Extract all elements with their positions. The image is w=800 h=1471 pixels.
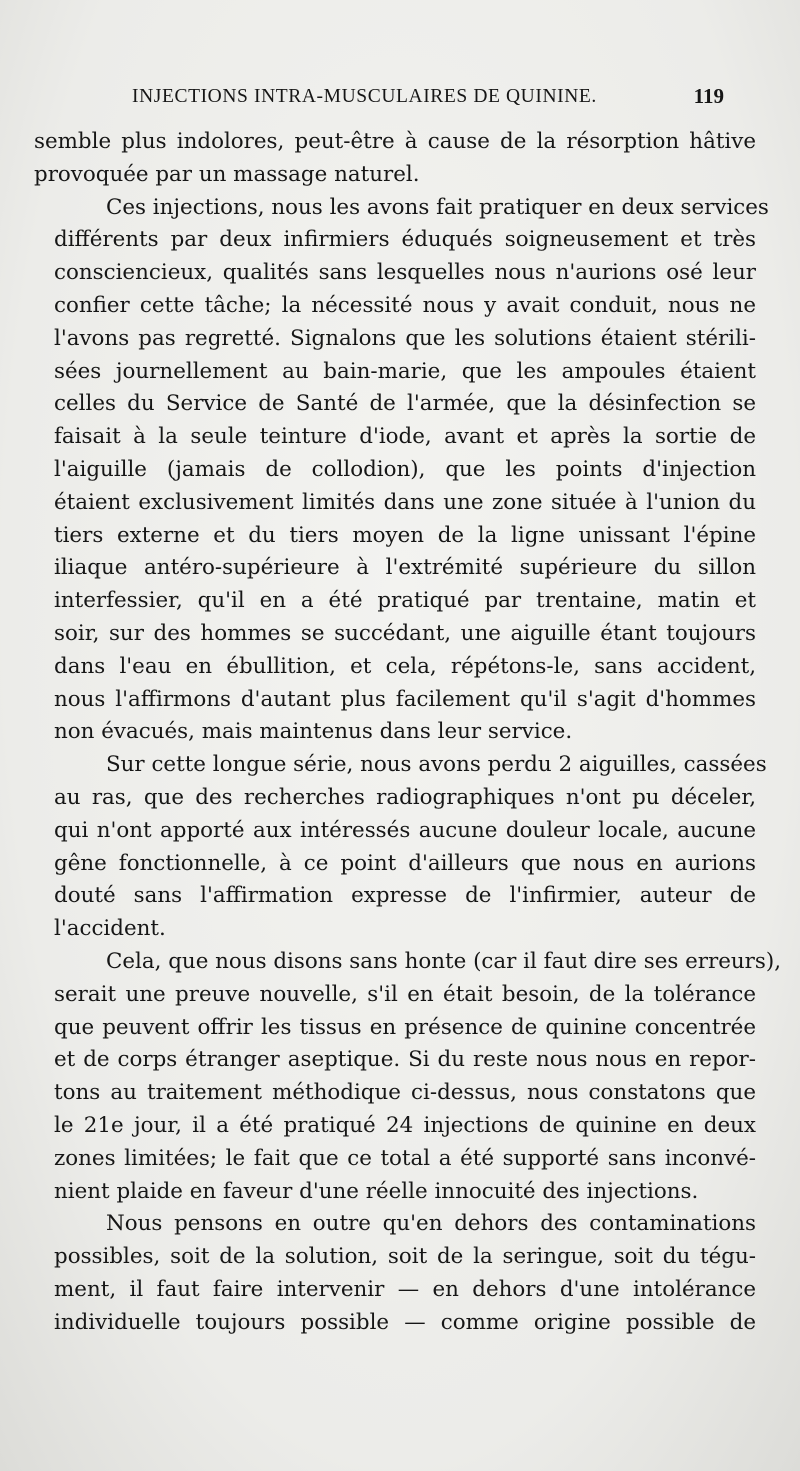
text-line: soir, sur des hommes se succédant, une aiguille étant toujours — [54, 620, 756, 646]
text-line: ment, il faut faire intervenir — en dehors d'une intolérance — [54, 1276, 756, 1302]
text-line: celles du Service de Santé de l'armée, que la désinfection se — [54, 391, 756, 417]
text-line: dans l'eau en ébullition, et cela, répétons-le, sans accident, — [54, 653, 756, 679]
text-line: tons au traitement méthodique ci-dessus, nous constatons que — [54, 1080, 756, 1106]
paragraph-4 — [34, 946, 782, 1208]
text-line: faisait à la seule teinture d'iode, avant et après la sortie de — [54, 424, 756, 450]
paragraph-2 — [34, 192, 769, 750]
paragraph-5 — [34, 1208, 756, 1339]
text-line: l'aiguille (jamais de collodion), que les points d'injection — [54, 456, 756, 482]
text-line: gêne fonctionnelle, à ce point d'ailleurs que nous en aurions — [54, 850, 756, 876]
text-line: Ces injections, nous les avons fait pratiquer en deux services — [106, 194, 769, 220]
paragraph-3 — [34, 749, 767, 946]
text-line: Nous pensons en outre qu'en dehors des contaminations — [106, 1211, 756, 1237]
text-line: qui n'ont apporté aux intéressés aucune douleur locale, aucune — [54, 817, 756, 843]
body-text — [34, 126, 782, 1339]
text-line: et de corps étranger aseptique. Si du reste nous nous en repor- — [54, 1047, 756, 1073]
text-line: zones limitées; le fait que ce total a été supporté sans inconvé- — [54, 1145, 756, 1171]
text-line: interfessier, qu'il en a été pratiqué par trentaine, matin et — [54, 588, 756, 614]
text-line: Sur cette longue série, nous avons perdu 2 aiguilles, cassées — [106, 752, 767, 778]
text-line: consciencieux, qualités sans lesquelles nous n'aurions osé leur — [54, 260, 756, 286]
text-line: serait une preuve nouvelle, s'il en était besoin, de la tolérance — [54, 981, 756, 1007]
text-line: nous l'affirmons d'autant plus facilement qu'il s'agit d'hommes — [54, 686, 756, 712]
text-line: le 21e jour, il a été pratiqué 24 injections de quinine en deux — [54, 1112, 756, 1138]
text-line: confier cette tâche; la nécessité nous y avait conduit, nous ne — [54, 292, 756, 318]
text-line: non évacués, mais maintenus dans leur service. — [54, 719, 573, 745]
text-line: nient plaide en faveur d'une réelle innocuité des injections. — [54, 1178, 699, 1204]
text-line: étaient exclusivement limités dans une zone située à l'union du — [54, 489, 756, 515]
paragraph-1 — [34, 126, 756, 192]
text-line: iliaque antéro-supérieure à l'extrémité supérieure du sillon — [54, 555, 756, 581]
text-line: Cela, que nous disons sans honte (car il faut dire ses erreurs), — [106, 948, 782, 974]
text-line: l'avons pas regretté. Signalons que les solutions étaient stérili- — [54, 325, 756, 351]
running-title: INJECTIONS INTRA-MUSCULAIRES DE QUININE. — [132, 86, 597, 107]
text-line: l'accident. — [54, 916, 166, 942]
text-line: sées journellement au bain-marie, que les ampoules étaient — [54, 358, 756, 384]
text-line: que peuvent offrir les tissus en présence de quinine concentrée — [54, 1014, 756, 1040]
page-header — [132, 86, 732, 116]
text-line: possibles, soit de la solution, soit de la seringue, soit du tégu- — [54, 1244, 756, 1270]
text-line: semble plus indolores, peut-être à cause de la résorption hâtive — [34, 129, 756, 154]
text-line: tiers externe et du tiers moyen de la ligne unissant l'épine — [54, 522, 756, 548]
text-line: provoquée par un massage naturel. — [34, 161, 420, 187]
page-number: 119 — [693, 84, 724, 108]
text-line: individuelle toujours possible — comme origine possible de — [54, 1309, 756, 1335]
text-line: différents par deux infirmiers éduqués soigneusement et très — [54, 227, 756, 253]
text-line: douté sans l'affirmation expresse de l'infirmier, auteur de — [54, 883, 756, 909]
text-line: au ras, que des recherches radiographiques n'ont pu déceler, — [54, 784, 756, 810]
